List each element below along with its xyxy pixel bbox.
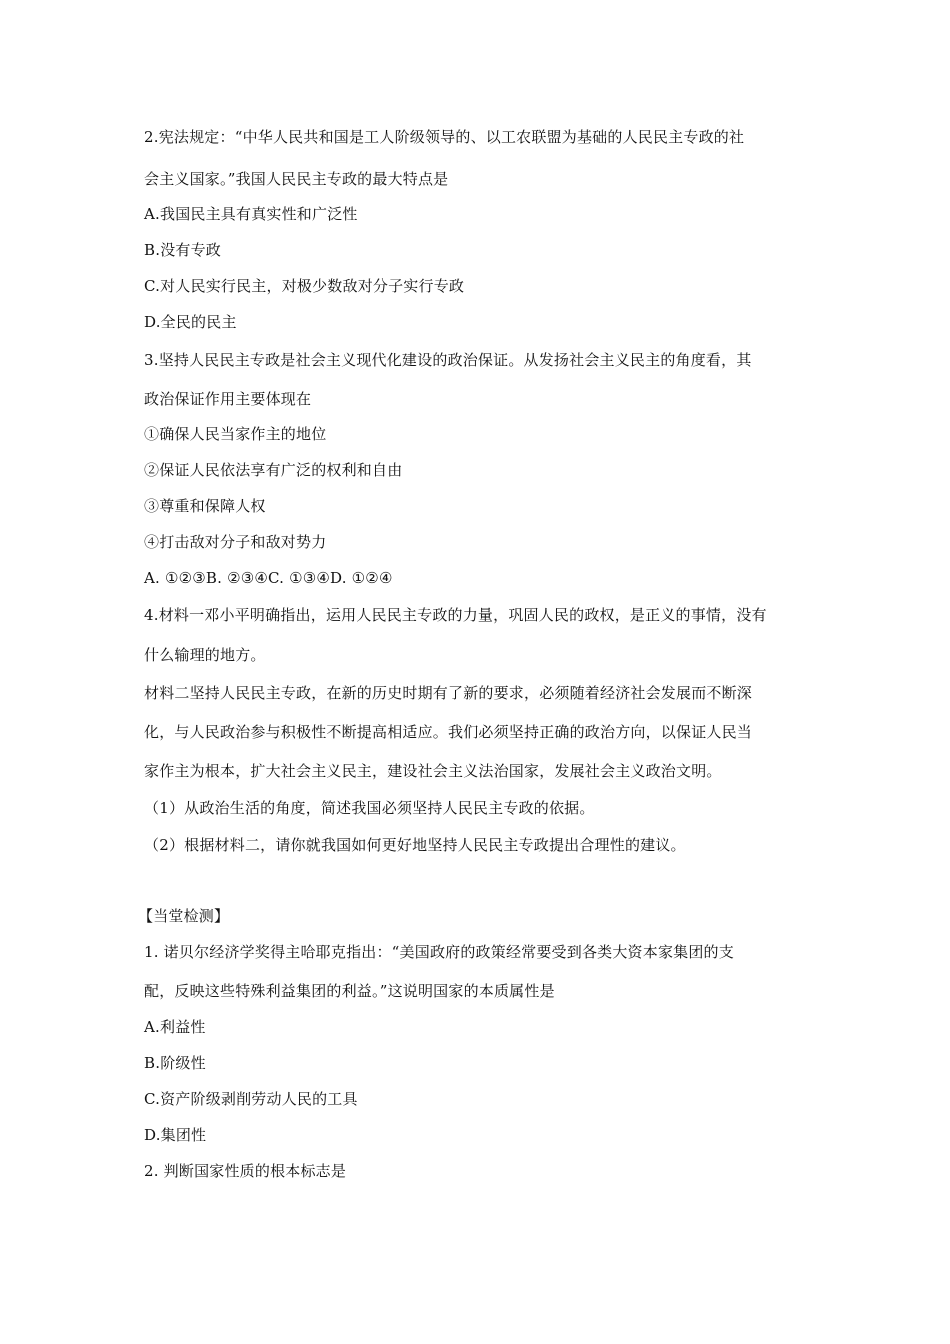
q4-material1-line2: 什么输理的地方。	[144, 646, 266, 664]
q4-sub-question-2: （2）根据材料二，请你就我国如何更好地坚持人民民主专政提出合理性的建议。	[144, 836, 686, 854]
q4-material2-line1: 材料二坚持人民民主专政，在新的历史时期有了新的要求，必须随着经济社会发展而不断深	[144, 684, 753, 702]
t1-option-a: A.利益性	[144, 1018, 206, 1036]
section-title: 【当堂检测】	[138, 907, 230, 925]
q2-option-a: A.我国民主具有真实性和广泛性	[144, 205, 358, 223]
q4-sub-question-1: （1）从政治生活的角度，简述我国必须坚持人民民主专政的依据。	[144, 799, 595, 817]
q4-material1-line1: 4.材料一邓小平明确指出，运用人民民主专政的力量，巩固人民的政权，是正义的事情，没有	[144, 606, 767, 624]
t1-option-c: C.资产阶级剥削劳动人民的工具	[144, 1090, 358, 1108]
q3-stem-line2: 政治保证作用主要体现在	[144, 390, 312, 408]
q3-item-1: ①确保人民当家作主的地位	[144, 425, 327, 443]
q3-item-4: ④打击敌对分子和敌对势力	[144, 533, 327, 551]
t1-option-b: B.阶级性	[144, 1054, 206, 1072]
q2-stem-line2: 会主义国家。”我国人民民主专政的最大特点是	[144, 170, 449, 188]
q3-choices: A. ①②③B. ②③④C. ①③④D. ①②④	[144, 569, 393, 587]
q4-material2-line3: 家作主为根本，扩大社会主义民主，建设社会主义法治国家，发展社会主义政治文明。	[144, 762, 722, 780]
q3-item-3: ③尊重和保障人权	[144, 497, 266, 515]
t1-option-d: D.集团性	[144, 1126, 207, 1144]
q2-option-b: B.没有专政	[144, 241, 221, 259]
q2-option-c: C.对人民实行民主，对极少数敌对分子实行专政	[144, 277, 465, 295]
q2-option-d: D.全民的民主	[144, 313, 237, 331]
q3-item-2: ②保证人民依法享有广泛的权利和自由	[144, 461, 403, 479]
t2-stem-line1: 2. 判断国家性质的根本标志是	[144, 1162, 347, 1180]
q3-stem-line1: 3.坚持人民民主专政是社会主义现代化建设的政治保证。从发扬社会主义民主的角度看，其	[144, 351, 752, 369]
q2-stem-line1: 2.宪法规定：“中华人民共和国是工人阶级领导的、以工农联盟为基础的人民民主专政的社	[144, 128, 745, 146]
q4-material2-line2: 化，与人民政治参与积极性不断提高相适应。我们必须坚持正确的政治方向，以保证人民当	[144, 723, 753, 741]
t1-stem-line1: 1. 诺贝尔经济学奖得主哈耶克指出：“美国政府的政策经常要受到各类大资本家集团的支	[144, 943, 734, 961]
t1-stem-line2: 配，反映这些特殊利益集团的利益。”这说明国家的本质属性是	[144, 982, 555, 1000]
